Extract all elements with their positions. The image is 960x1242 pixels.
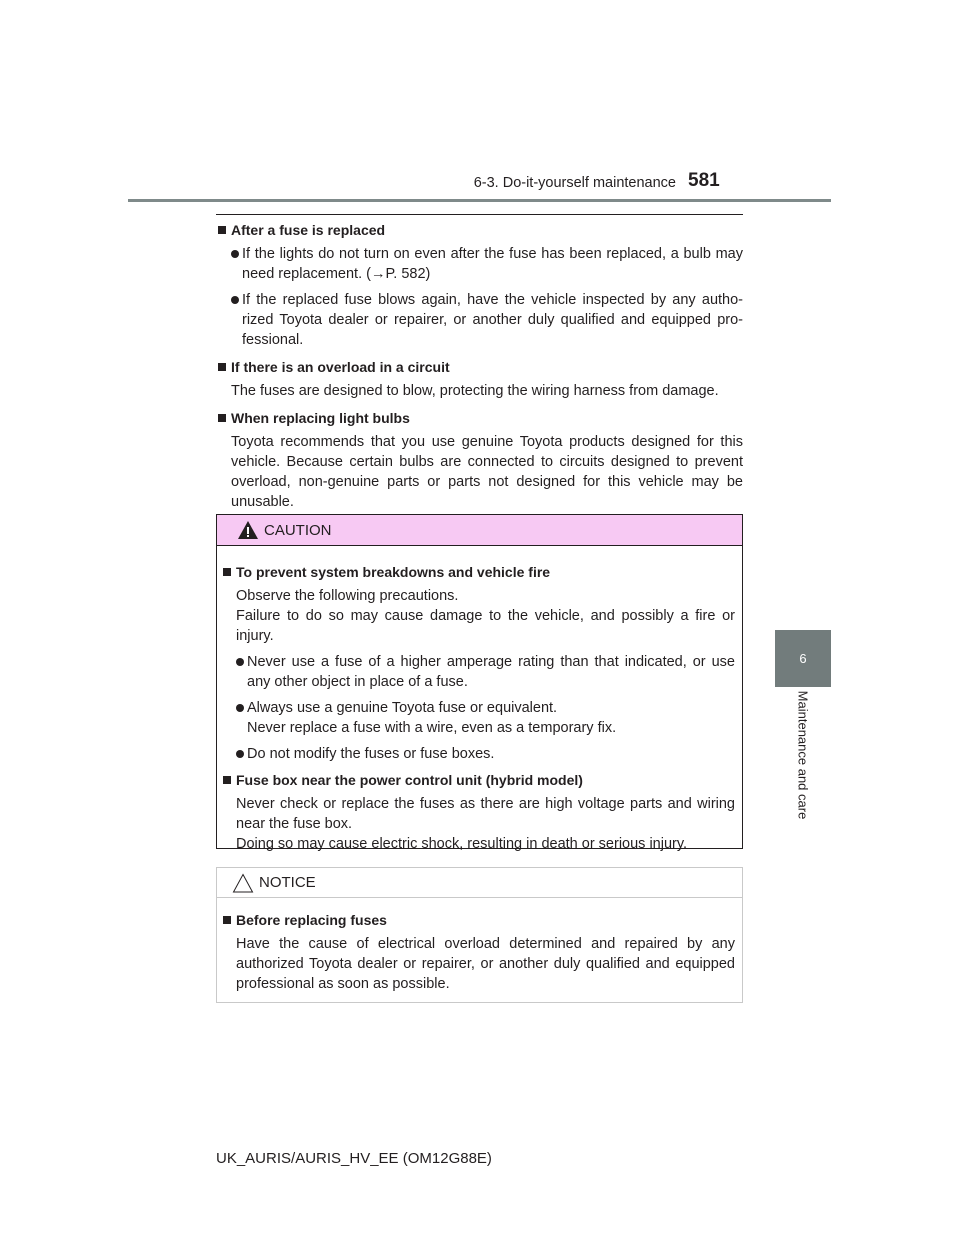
bullet-fuse-blows-again: If the replaced fuse blows again, have the vehicle inspected by any autho-rized Toyota dealer or repairer, or another duly qualified and equipped pro-fessional. xyxy=(231,290,743,350)
caution-title: CAUTION xyxy=(264,521,332,539)
main-content xyxy=(216,220,743,512)
caution-bullet-genuine-fuse: Always use a genuine Toyota fuse or equivalent. xyxy=(236,698,735,718)
document-id: UK_AURIS/AURIS_HV_EE (OM12G88E) xyxy=(216,1150,492,1167)
notice-header xyxy=(217,868,742,898)
caution-heading-fuse-box: Fuse box near the power control unit (hybrid model) xyxy=(221,770,735,790)
caution-text-high-voltage: Never check or replace the fuses as there are high voltage parts and wiring near the fuse box. xyxy=(236,796,735,832)
heading-light-bulbs: When replacing light bulbs xyxy=(216,408,743,428)
caution-text-observe: Observe the following precautions. xyxy=(236,588,459,604)
caution-bullet-no-modify: Do not modify the fuses or fuse boxes. xyxy=(236,744,735,764)
caution-text-shock: Doing so may cause electric shock, resulting in death or serious injury. xyxy=(236,836,688,852)
content-divider xyxy=(216,214,743,215)
caution-box xyxy=(216,514,743,852)
text-overload: The fuses are designed to blow, protecting the wiring harness from damage. xyxy=(231,383,719,399)
caution-heading-fire: To prevent system breakdowns and vehicle fire xyxy=(221,562,735,582)
section-title: 6-3. Do-it-yourself maintenance xyxy=(473,175,676,191)
chapter-title: Maintenance and care xyxy=(795,690,811,820)
caution-text-failure: Failure to do so may cause damage to the vehicle, and possibly a fire or injury. xyxy=(236,608,735,644)
header-divider xyxy=(128,199,831,202)
warning-triangle-filled-icon xyxy=(237,520,259,540)
warning-triangle-outline-icon xyxy=(232,873,254,893)
text-light-bulbs: Toyota recommends that you use genuine Toyota products designed for this vehicle. Because certain bulbs are connected to circuits designed to prevent overload, non-genuine parts or parts not designed for this vehicle may be unusable. xyxy=(231,434,743,510)
notice-box xyxy=(216,867,743,1003)
chapter-tab xyxy=(775,630,831,687)
caution-body xyxy=(217,546,742,854)
notice-title: NOTICE xyxy=(259,874,316,891)
caution-bullet-amperage: Never use a fuse of a higher amperage rating than that indicated, or use any other object in place of a fuse. xyxy=(236,652,735,692)
heading-overload: If there is an overload in a circuit xyxy=(216,357,743,377)
notice-body xyxy=(217,898,742,994)
caution-text-no-wire: Never replace a fuse with a wire, even as a temporary fix. xyxy=(247,720,617,736)
page-number: 581 xyxy=(688,170,720,191)
bullet-bulb-replacement: If the lights do not turn on even after the fuse has been replaced, a bulb may need replacement. (→P. 582) xyxy=(231,244,743,284)
caution-header xyxy=(217,515,742,546)
chapter-number: 6 xyxy=(799,651,807,666)
notice-text: Have the cause of electrical overload determined and repaired by any authorized Toyota dealer or repairer, or another duly qualified and equipped professional as soon as possible. xyxy=(236,936,735,992)
notice-heading: Before replacing fuses xyxy=(221,910,735,930)
heading-after-fuse: After a fuse is replaced xyxy=(216,220,743,240)
